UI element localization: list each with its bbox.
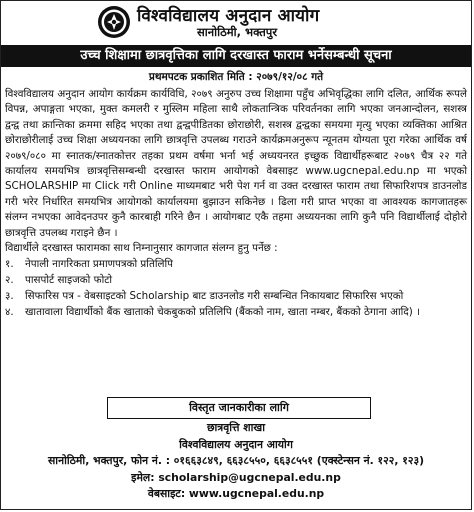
list-item-number: ४. [5,306,14,319]
list-item-text: नेपाली नागरिकता प्रमाणपत्रको प्रतिलिपि [25,258,173,271]
list-item-text: पासपोर्ट साइजको फोटो [25,274,113,287]
header [1,1,471,45]
list-item-number: ३. [5,290,14,303]
list-item-number: १. [5,258,14,271]
contact-email[interactable]: इमेल: scholarship@ugcnepal.edu.np [131,470,341,484]
contact-website[interactable]: वेबसाइट: www.ugcnepal.edu.np [147,487,325,500]
list-item-number: २. [5,274,14,287]
required-documents-list [5,257,467,319]
contact-section: छात्रवृत्ति शाखा [206,421,266,434]
list-item [5,305,467,319]
list-item-text: खातावाला विद्यार्थीको बैंक खाताको चेकबुकको प्रतिलिपि (बैंकको नाम, खाता नम्बर, बैंकको ठेगाना आदि) । [25,306,420,319]
list-item-text: सिफारिस पत्र - वेबसाइटको Scholarship बाट डाउनलोड गरी सम्बन्धित निकायबाट सिफारिस भएको [25,290,404,303]
notice-title: उच्च शिक्षामा छात्रवृत्तिका लागि दरखास्त फाराम भर्नेसम्बन्धी सूचना [1,45,471,67]
list-item [5,273,467,287]
publication-date: प्रथमपटक प्रकाशित मिति : २०७९/१२/०८ गते [148,71,324,83]
list-item [5,289,467,303]
contact-organization: विश्वविद्यालय अनुदान आयोग [179,437,293,451]
notice-paragraph-main: विश्वविद्यालय अनुदान आयोग कार्यक्रम कार्यविधि, २०७९ अनुरुप उच्च शिक्षामा पहुँच अभिवृद्धिका लागि दलित, आर्थिक रूपले विपन्न, अपाङ्गता भएका, मुक्त कमलरी र मुस्लिम महिला साथै लोकतान्त्रिक परिवर्तनका लागि भएका जनआन्दोलन, सशस्त्र द्वन्द्व तथा क्रान्तिका क्रममा सहिद भएका तथा द्वन्द्वपीडितका छोराछोरी, सशस्त्र द्वन्द्वका समयमा मृत्यु भएका व्यक्तिका आश्रित छोराछोरीलाई उच्च शिक्षा अध्ययनका लागि छात्रवृत्ति उपलब्ध गराउने कार्यक्रमअनुरूप न्यूनतम योग्यता पूरा गरेका आर्थिक वर्ष २०७९/०८० मा स्नातक/स्नातकोत्तर तहका प्रथम वर्षमा भर्ना भई अध्ययनरत इच्छुक विद्यार्थीहरूबाट २०७९ चैत्र २२ गते कार्यालय समयभित्र छात्रवृत्तिसम्बन्धी दरखास्त फाराम आयोगको वेबसाइट www.ugcnepal.edu.np मा भएको SCHOLARSHIP मा Click गरी Online माध्यमबाट भरी पेश गर्न वा उक्त दरखास्त फाराम तथा सिफारिशपत्र डाउनलोड गरी भरेर निर्धारित समयभित्र आयोगको कार्यालयमा बुझाउन सकिनेछ । ढिला गरी प्राप्त भएका वा आवश्यक कागजातहरू संलग्न नभएका आवेदनउपर कुनै कारबाही गरिने छैन । आयोगबाट एकै तहमा अध्ययनका लागि कुनै पनि विद्यार्थीलाई दोहोरो छात्रवृत्ति उपलब्ध गराइने छैन । [5,88,467,239]
contact-details [1,420,471,503]
contact-phone: सानोठिमी, भक्तपुर, फोन नं. : ०१६६३८४९, ६६३८५५०, ६६३८५५१ (एक्स्टेन्सन नं. १२२, १२३) [47,454,425,467]
contact-heading-box: विस्तृत जानकारीका लागि [107,397,371,419]
list-item [5,257,467,271]
organization-location: सानोठिमी, भक्तपुर [197,25,278,39]
notice-body [5,87,467,256]
notice-paragraph-documents-intro: विद्यार्थीले दरखास्त फारामका साथ निम्नानुसार कागजात संलग्न हुनु पर्नेछ : [5,242,278,255]
ugc-emblem-icon [97,5,131,39]
organization-name: विश्वविद्यालय अनुदान आयोग [137,6,320,26]
